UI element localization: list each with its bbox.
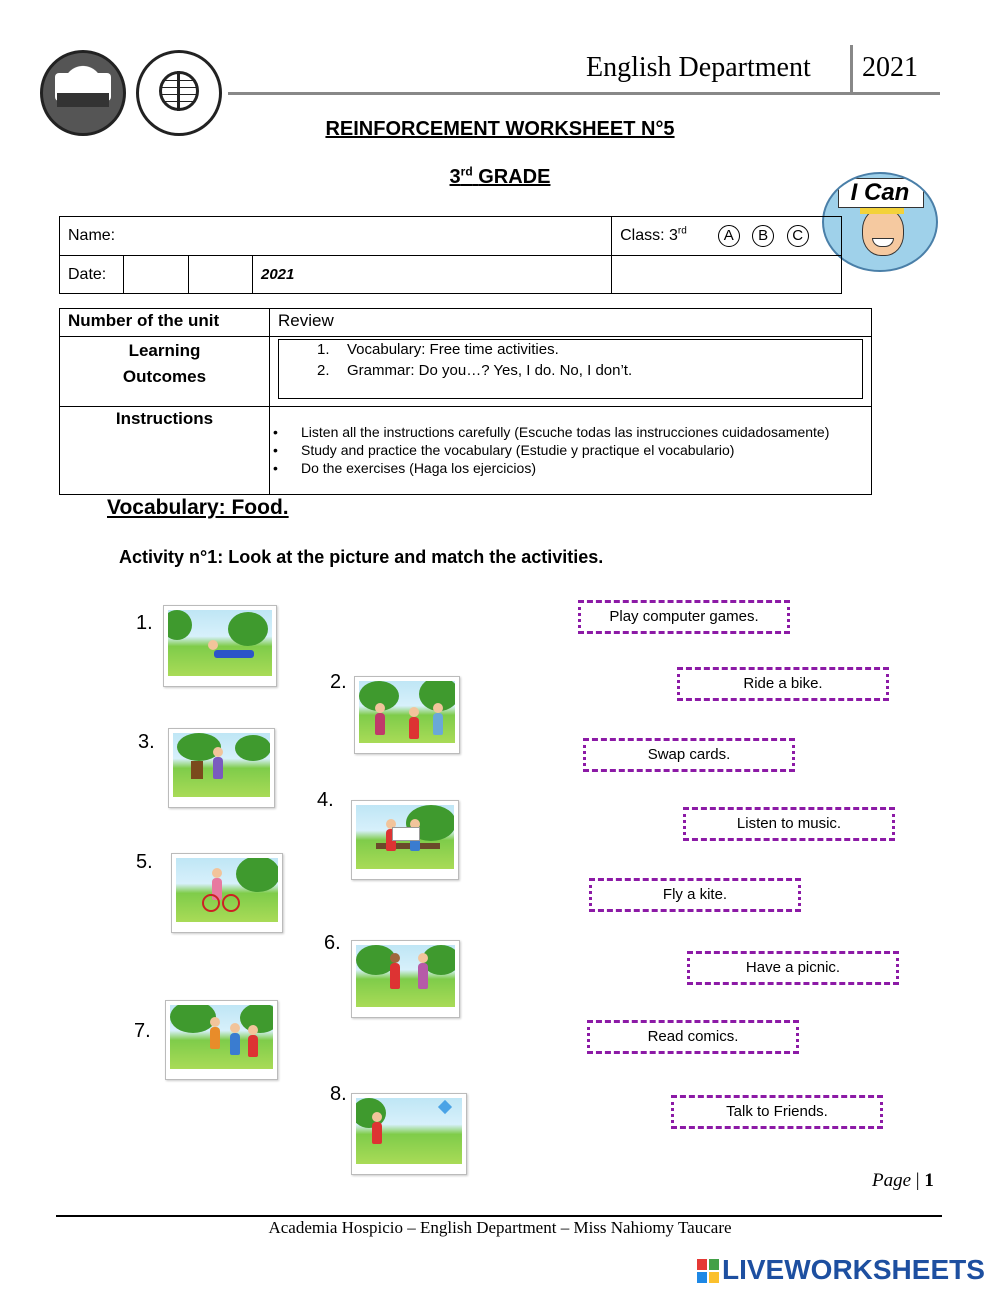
activity-heading: Activity n°1: Look at the picture and match the activities. — [119, 547, 604, 567]
outcomes-box — [278, 339, 863, 399]
outcome-text-2: Grammar: Do you…? Yes, I do. No, I don’t. — [347, 362, 633, 379]
unit-number-value: Review — [278, 311, 334, 330]
class-suffix: rd — [677, 225, 687, 237]
activity-picture-reading-comics-bench — [351, 800, 459, 880]
instruction-text-3: Do the exercises (Haga los ejercicios) — [301, 460, 536, 476]
picture-number-2: 2. — [330, 671, 347, 693]
class-option-b[interactable]: B — [752, 225, 774, 247]
date-day-field[interactable] — [124, 256, 189, 294]
instruction-item: • Listen all the instructions carefully (Escuche todas las instrucciones cuidadosamente) — [273, 424, 830, 440]
instructions-label: Instructions — [115, 409, 214, 428]
activity-picture-family-picnic — [165, 1000, 278, 1080]
footer-text: Academia Hospicio – English Department – Miss Nahiomy Taucare — [268, 1218, 732, 1237]
liveworksheets-watermark: LIVEWORKSHEETS — [722, 1254, 985, 1285]
instruction-text-2: Study and practice the vocabulary (Estudie y practique el vocabulario) — [301, 442, 735, 458]
student-info-table — [59, 216, 842, 294]
empty-cell — [612, 256, 842, 294]
class-label — [620, 227, 687, 244]
class-text: Class: 3 — [620, 227, 678, 244]
grade-number: 3 — [449, 165, 461, 188]
worksheet-title: REINFORCEMENT WORKSHEET N°5 — [325, 118, 675, 140]
outcome-item: 2. Grammar: Do you…? Yes, I do. No, I don’t. — [317, 362, 633, 379]
picture-number-5: 5. — [136, 851, 153, 873]
activity-picture-lying-on-grass — [163, 605, 277, 687]
picture-number-3: 3. — [138, 731, 155, 753]
name-label: Name: — [68, 227, 116, 244]
answer-box-fly-a-kite[interactable]: Fly a kite. — [589, 878, 801, 912]
vocabulary-heading: Vocabulary: Food. — [107, 496, 289, 519]
footer-rule — [56, 1215, 942, 1217]
instruction-item: • Do the exercises (Haga los ejercicios) — [273, 460, 536, 476]
instruction-item: • Study and practice the vocabulary (Estudie y practique el vocabulario) — [273, 442, 735, 458]
header-rule — [228, 92, 940, 95]
picture-number-8: 8. — [330, 1083, 347, 1105]
answer-box-have-a-picnic[interactable]: Have a picnic. — [687, 951, 899, 985]
activity-picture-riding-bike — [171, 853, 283, 933]
header-year: 2021 — [862, 52, 918, 83]
outcome-text-1: Vocabulary: Free time activities. — [347, 341, 559, 358]
class-option-c[interactable]: C — [787, 225, 809, 247]
picture-number-4: 4. — [317, 789, 334, 811]
outcome-item: 1. Vocabulary: Free time activities. — [317, 341, 559, 358]
i-can-text: I Can — [850, 179, 910, 206]
answer-box-play-computer-games[interactable]: Play computer games. — [578, 600, 790, 634]
answer-box-read-comics[interactable]: Read comics. — [587, 1020, 799, 1054]
answer-box-listen-to-music[interactable]: Listen to music. — [683, 807, 895, 841]
outcomes-label-2: Outcomes — [122, 367, 207, 386]
activity-picture-two-friends-talking — [351, 940, 460, 1018]
grade-suffix: rd — [460, 164, 473, 178]
answer-box-ride-a-bike[interactable]: Ride a bike. — [677, 667, 889, 701]
page-separator: | — [915, 1170, 920, 1191]
activity-picture-kids-swapping — [354, 676, 460, 754]
page-number — [872, 1170, 934, 1192]
answer-box-talk-to-friends[interactable]: Talk to Friends. — [671, 1095, 883, 1129]
instruction-text-1: Listen all the instructions carefully (Escuche todas las instrucciones cuidadosamente) — [301, 424, 830, 440]
answer-box-swap-cards[interactable]: Swap cards. — [583, 738, 795, 772]
grade-label: GRADE — [478, 165, 551, 188]
class-option-a[interactable]: A — [718, 225, 740, 247]
header-divider — [850, 45, 853, 93]
page-number-value: 1 — [924, 1170, 934, 1191]
unit-number-label: Number of the unit — [68, 311, 220, 330]
date-label: Date: — [68, 265, 107, 283]
picture-number-6: 6. — [324, 932, 341, 954]
date-year: 2021 — [261, 266, 295, 283]
liveworksheets-logo-icon — [697, 1259, 719, 1283]
page-label: Page — [872, 1170, 912, 1191]
picture-number-1: 1. — [136, 612, 153, 634]
date-month-field[interactable] — [189, 256, 253, 294]
activity-picture-reading-under-tree — [168, 728, 275, 808]
department-title: English Department — [586, 52, 811, 83]
picture-number-7: 7. — [134, 1020, 151, 1042]
unit-table — [59, 308, 872, 495]
activity-picture-flying-kite — [351, 1093, 467, 1175]
outcomes-label-1: Learning — [128, 341, 201, 360]
